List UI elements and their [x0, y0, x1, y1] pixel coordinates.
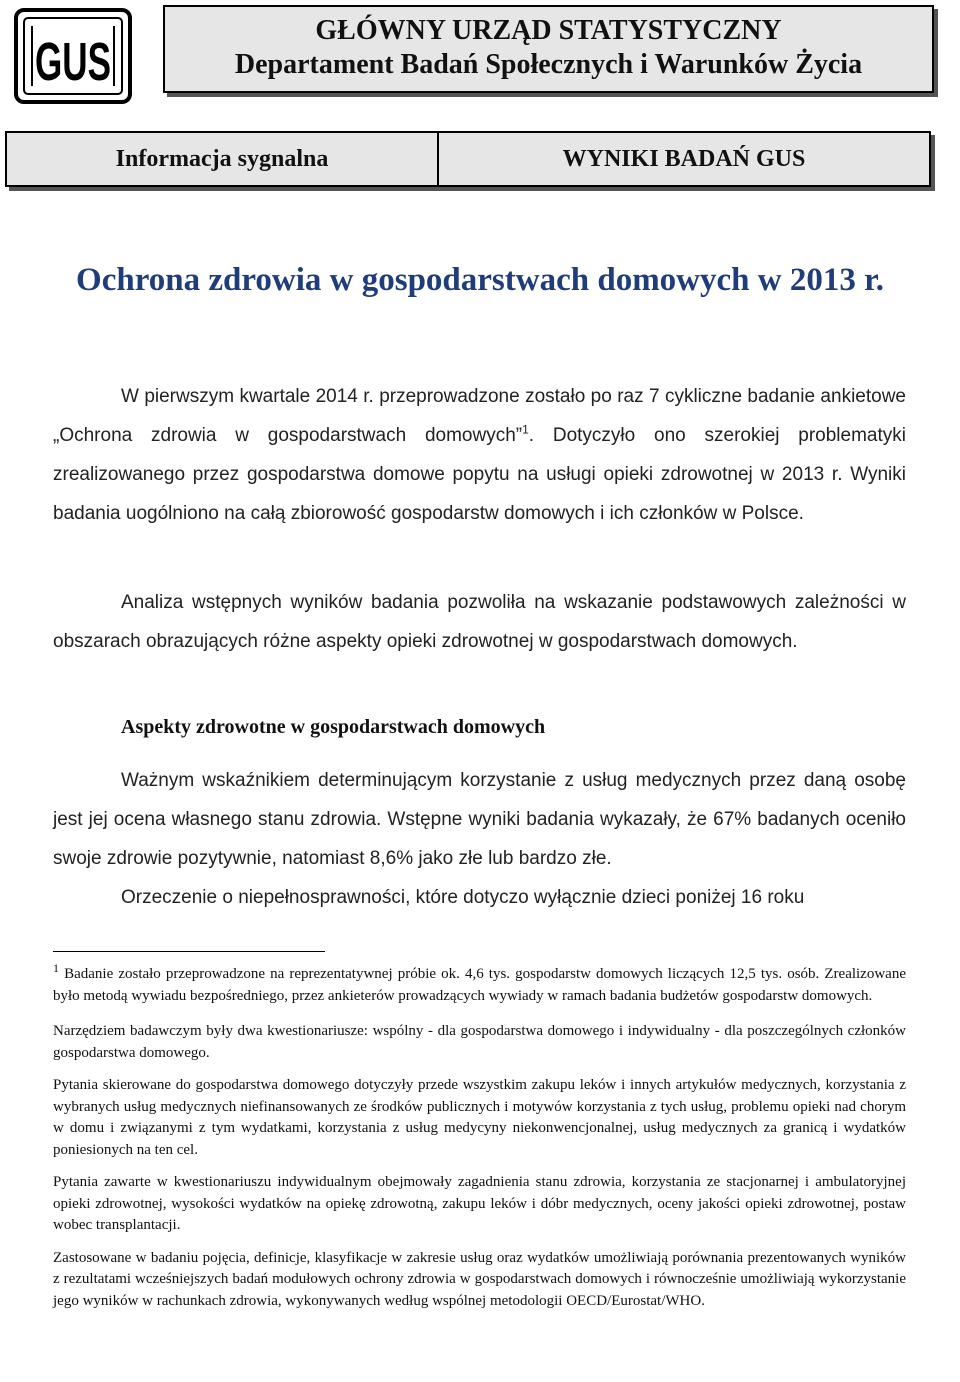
footnote-4: Pytania zawarte w kwestionariuszu indywidualnym obejmowały zagadnienia stanu zdrowia, korzystania ze stacjonarnej i ambulatoryjnej opieki zdrowotnej, wysokości wydatków na opiekę zdrowotną, zakupu leków i dóbr medycznych, oceny jakości opieki zdrowotnej, postaw wobec transplantacji. — [53, 1174, 906, 1233]
analysis-paragraph: Analiza wstępnych wyników badania pozwoliła na wskazanie podstawowych zależności w obszarach obrazujących różne aspekty opieki zdrowotnej w gospodarstwach domowych. — [53, 592, 906, 652]
gus-logo-text: GUS — [35, 32, 111, 92]
footnote-2: Narzędziem badawczym były dwa kwestionariusze: wspólny - dla gospodarstwa domowego i indywidualny - dla poszczególnych członków gospodarstwa domowego. — [53, 1023, 906, 1061]
info-series: WYNIKI BADAŃ GUS — [562, 145, 806, 172]
department-name: Departament Badań Społecznych i Warunków Życia — [234, 49, 863, 80]
document-title: Ochrona zdrowia w gospodarstwach domowych w 2013 r. — [76, 262, 884, 298]
footnote-ref: 1 — [522, 422, 529, 437]
intro-text-a: W pierwszym kwartale 2014 r. przeprowadzone zostało po raz 7 cykliczne badanie ankietowe „Ochrona zdrowia w gospodarstwach domowych” — [53, 386, 906, 446]
institution-name: GŁÓWNY URZĄD STATYSTYCZNY — [315, 15, 782, 46]
footnote-5: Zastosowane w badaniu pojęcia, definicje, klasyfikacje w zakresie usług oraz wydatków umożliwiają porównania prezentowanych wyników z rezultatami wcześniejszych badań modułowych ochrony zdrowia w gospodarstwach domowych i równocześnie umożliwiają wykorzystanie jego wyników w rachunkach zdrowia, wykonywanych według wspólnej metodologii OECD/Eurostat/WHO. — [53, 1249, 906, 1309]
intro-paragraph — [53, 377, 906, 533]
footnote-1-text: Badanie zostało przeprowadzone na reprezentatywnej próbie ok. 4,6 tys. gospodarstw domowych liczących 12,5 tys. osób. Zrealizowane było metodą wywiadu bezpośredniego, przez ankieterów prowadzących wywiady w ramach badania budżetów gospodarstw domowych. — [53, 966, 906, 1004]
intro-text-b: . Dotyczyło ono szerokiej problematyki zrealizowanego przez gospodarstwa domowe popytu na usługi opieki zdrowotnej w 2013 r. Wyniki badania uogólniono na całą zbiorowość gospodarstw domowych i ich członków w Polsce. — [53, 425, 906, 524]
gus-logo — [14, 8, 132, 104]
footnote-separator — [53, 951, 325, 952]
institution-header — [163, 5, 934, 93]
disability-paragraph: Orzeczenie o niepełnosprawności, które dotyczo wyłącznie dzieci poniżej 16 roku — [121, 887, 805, 908]
footnote-1 — [53, 961, 906, 1007]
footnote-3: Pytania skierowane do gospodarstwa domowego dotyczyły przede wszystkim zakupu leków i innych artykułów medycznych, korzystania z wybranych usług medycznych niefinansowanych ze środków publicznych i motywów korzystania z tych usług, problemu opieki nad chorym w domu i związanymi z tym wydatkami, korzystania z usług medycyny niekonwencjonalnej, usług medycznych za granicą i wydatków poniesionych na ten cel. — [53, 1077, 906, 1158]
info-banner — [5, 131, 931, 187]
footnote-number: 1 — [53, 961, 59, 975]
info-type: Informacja sygnalna — [7, 133, 439, 185]
footnotes — [53, 961, 906, 1323]
section-heading: Aspekty zdrowotne w gospodarstwach domowych — [121, 716, 546, 738]
health-paragraph: Ważnym wskaźnikiem determinującym korzystanie z usług medycznych przez daną osobę jest jej ocena własnego stanu zdrowia. Wstępne wyniki badania wykazały, że 67% badanych oceniło swoje zdrowie pozytywnie, natomiast 8,6% jako złe lub bardzo złe. — [53, 770, 906, 869]
